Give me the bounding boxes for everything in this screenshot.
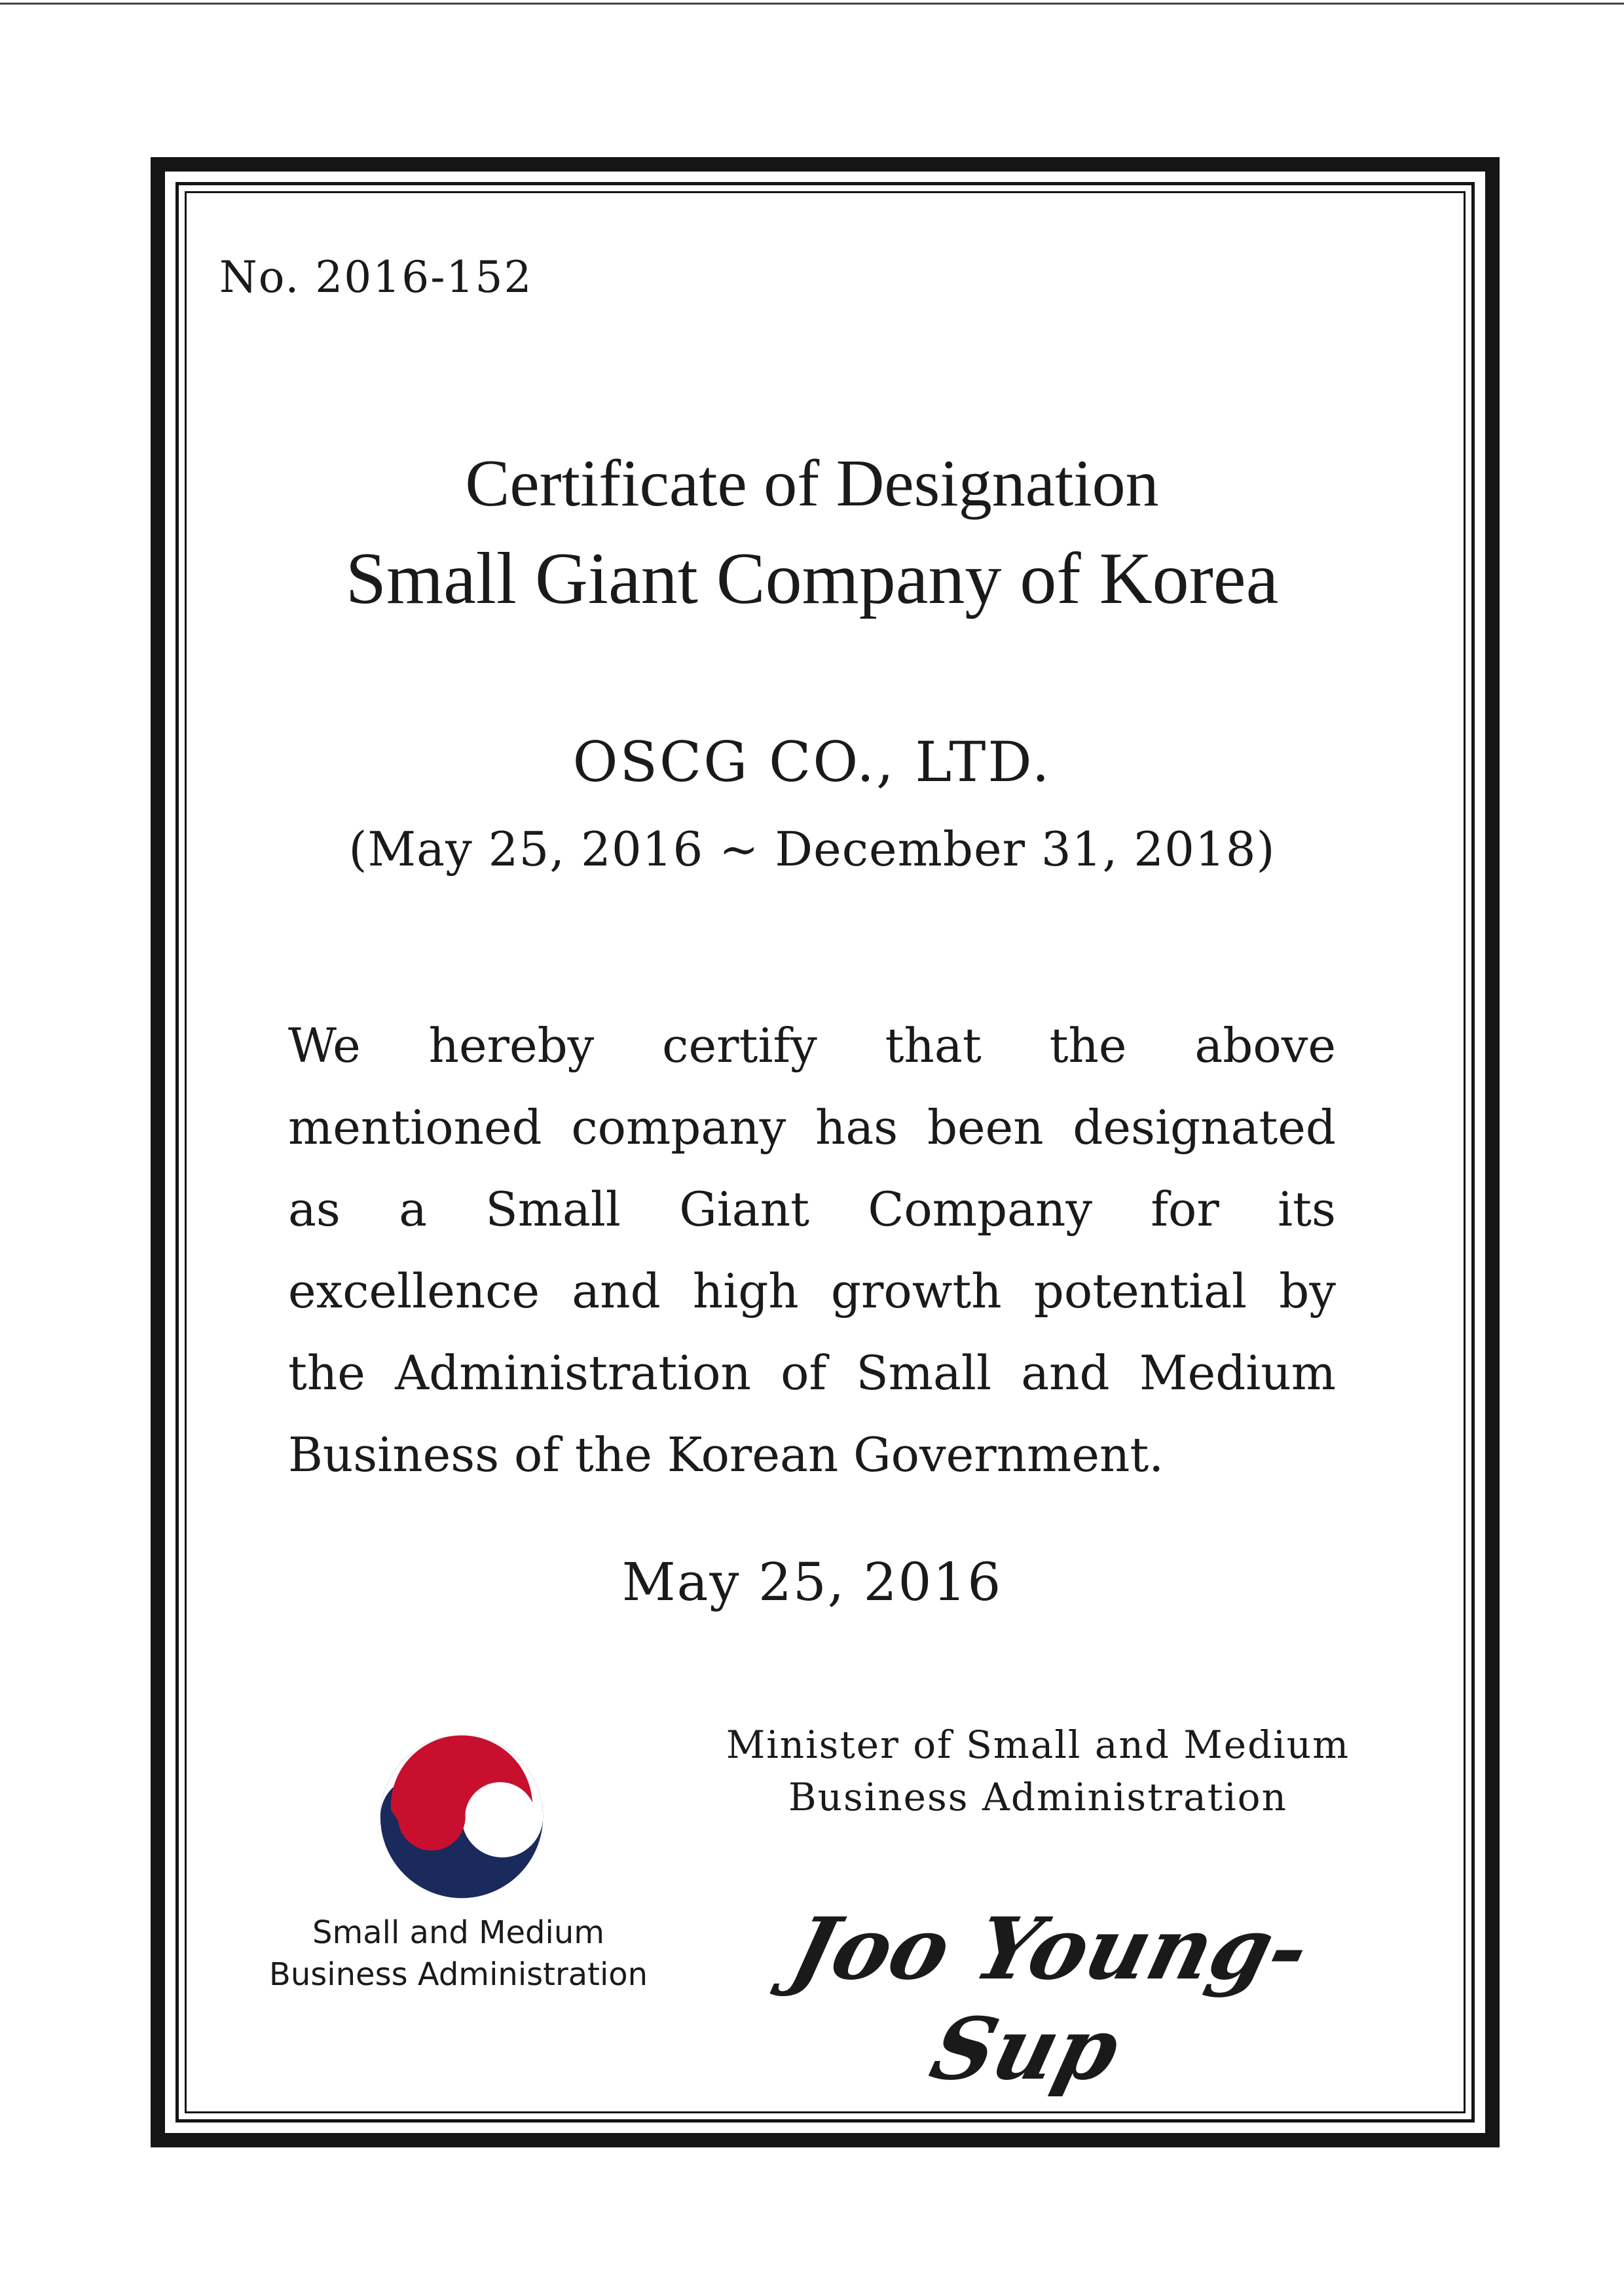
certificate-title: Certificate of Designation	[465, 446, 1159, 520]
company-name: OSCG CO., LTD.	[572, 730, 1052, 794]
scan-edge-line	[0, 3, 1624, 5]
agency-name	[249, 1912, 668, 1995]
minister-title	[681, 1719, 1395, 1823]
taegeuk-emblem-icon	[373, 1728, 550, 1905]
minister-title-line-1: Minister of Small and Medium	[726, 1722, 1350, 1767]
minister-title-line-2: Business Administration	[788, 1775, 1287, 1819]
agency-name-line-2: Business Administration	[268, 1956, 648, 1993]
certificate-number: No. 2016-152	[219, 252, 533, 302]
certificate-subtitle: Small Giant Company of Korea	[345, 538, 1279, 619]
issue-date: May 25, 2016	[621, 1552, 1003, 1613]
agency-name-line-1: Small and Medium	[312, 1914, 605, 1951]
minister-signature: Joo Young-Sup	[781, 1899, 1320, 2099]
certification-statement: We hereby certify that the above mentioned company has been designated as a Small Giant Company for its excellence and high growth potential by the Administration of Small and Medium Business of the Korean Government.	[288, 1018, 1336, 1482]
designation-period: (May 25, 2016 ~ December 31, 2018)	[348, 822, 1276, 877]
